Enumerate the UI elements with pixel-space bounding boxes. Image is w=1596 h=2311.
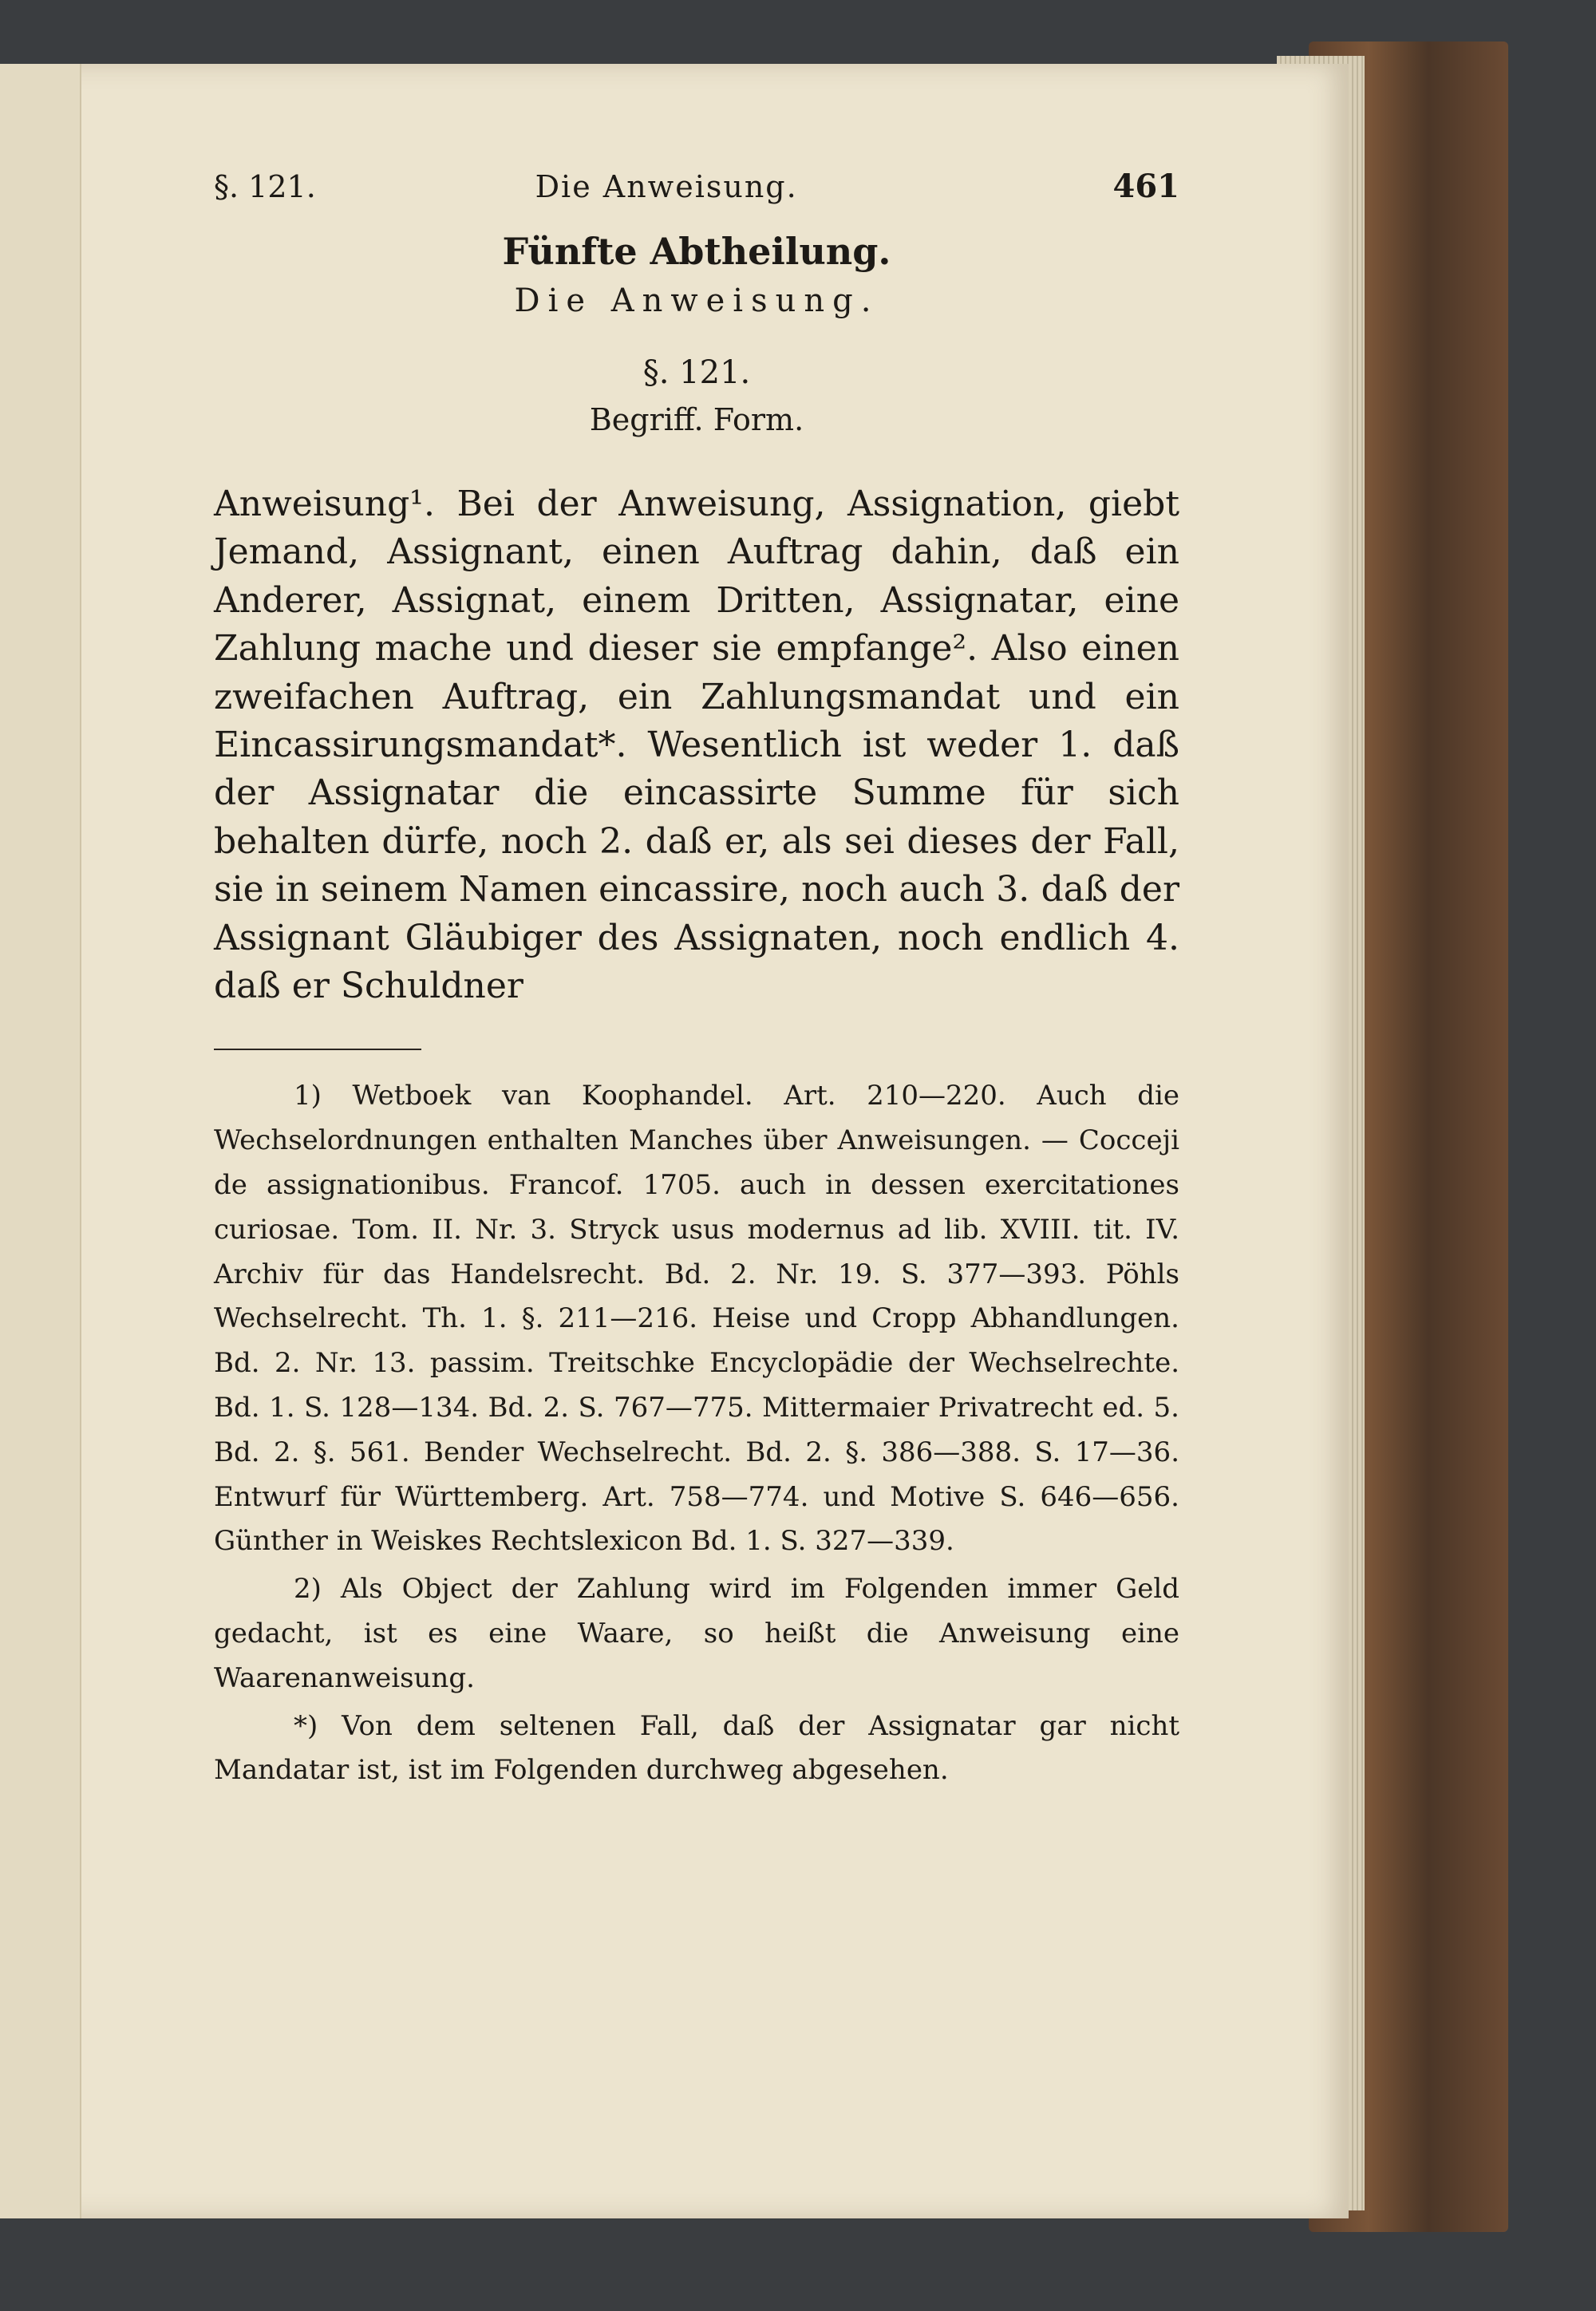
body-paragraph: Anweisung¹. Bei der Anweisung, Assignation, giebt Jemand, Assignant, einen Auftrag dahin, daß ein Anderer, Assignat, einem Dritten, Assignatar, eine Zahlung mache und dieser sie empfange². Also einen zweifachen Auftrag, ein Zahlungsmandat und ein Eincassirungsmandat*. Wesentlich ist weder 1. daß der Assignatar die eincassirte Summe für sich behalten dürfe, noch 2. daß er, als sei dieses der Fall, sie in seinem Namen eincassire, noch auch 3. daß der Assignant Gläubiger des Assignaten, noch endlich 4. daß er Schuldner	[214, 484, 1179, 1007]
division-heading: Fünfte Abtheilung.	[502, 230, 891, 273]
running-head	[214, 168, 1179, 215]
section-number: §. 121.	[642, 354, 751, 391]
section-subtitle: Begriff. Form.	[589, 402, 804, 437]
page-content	[214, 168, 1179, 1793]
running-head-title: Die Anweisung.	[535, 169, 798, 204]
running-head-section: §. 121.	[214, 169, 316, 204]
page-number: 461	[1112, 168, 1179, 205]
subject-heading: Die Anweisung.	[514, 282, 879, 319]
facing-page-edge	[0, 64, 81, 2218]
footnote-2: 2) Als Object der Zahlung wird im Folgenden immer Geld gedacht, ist es eine Waare, so heißt die Anweisung eine Waarenanweisung.	[214, 1573, 1179, 1694]
footnotes	[214, 1074, 1179, 1793]
footnote-1: 1) Wetboek van Koophandel. Art. 210—220. Auch die Wechselordnungen enthalten Manches über Anweisungen. — Cocceji de assignationibus. Francof. 1705. auch in dessen exercitationes curiosae. Tom. II. Nr. 3. Stryck usus modernus ad lib. XVIII. tit. IV. Archiv für das Handelsrecht. Bd. 2. Nr. 19. S. 377—393. Pöhls Wechselrecht. Th. 1. §. 211—216. Heise und Cropp Abhandlungen. Bd. 2. Nr. 13. passim. Treitschke Encyclopädie der Wechselrechte. Bd. 1. S. 128—134. Bd. 2. S. 767—775. Mittermaier Privatrecht ed. 5. Bd. 2. §. 561. Bender Wechselrecht. Bd. 2. §. 386—388. S. 17—36. Entwurf für Württemberg. Art. 758—774. und Motive S. 646—656. Günther in Weiskes Rechtslexicon Bd. 1. S. 327—339.	[214, 1080, 1179, 1558]
footnote-star: *) Von dem seltenen Fall, daß der Assignatar gar nicht Mandatar ist, ist im Folgenden durchweg abgesehen.	[214, 1709, 1179, 1787]
footnote-rule	[214, 1049, 421, 1050]
